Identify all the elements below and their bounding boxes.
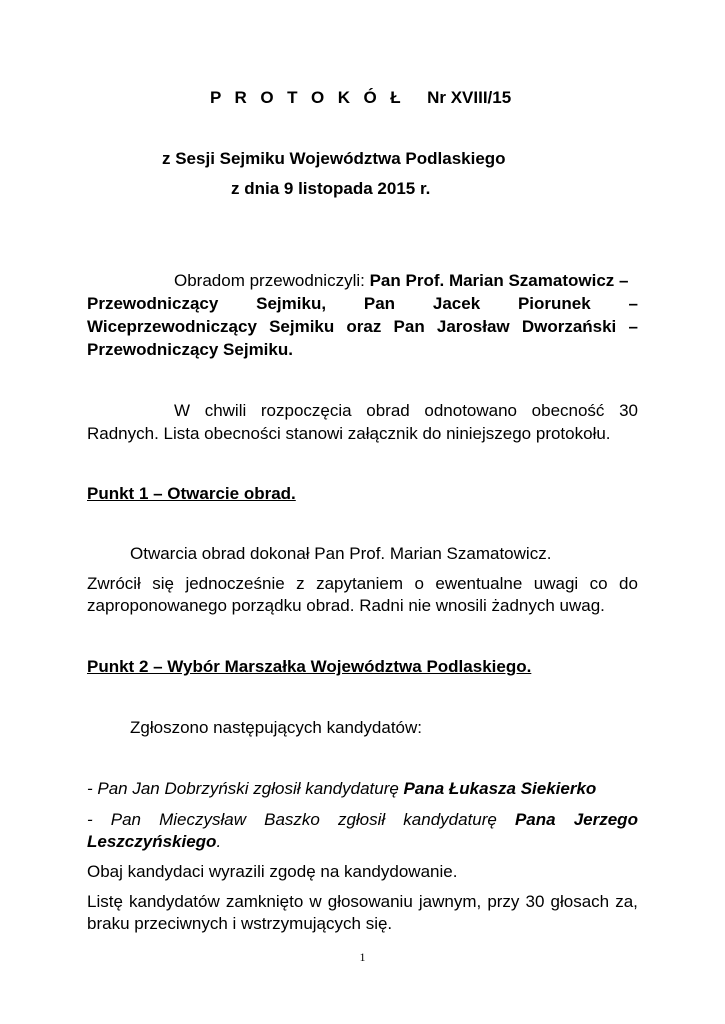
protocol-title: P R O T O K Ó Ł xyxy=(210,88,406,107)
word: jawnym, xyxy=(418,892,482,911)
word: 30 xyxy=(619,401,638,420)
word: Sejmiku, xyxy=(256,294,327,313)
point-1-paragraph-1: Otwarcia obrad dokonał Pan Prof. Marian Szamatowicz. xyxy=(130,544,552,563)
word: Listę xyxy=(87,892,123,911)
candidates-consent: Obaj kandydaci wyrazili zgodę na kandydowanie. xyxy=(87,862,458,881)
chair-lead: Obradom przewodniczyli: xyxy=(174,271,365,290)
word: przy xyxy=(487,892,520,911)
session-subtitle: z Sesji Sejmiku Województwa Podlaskiego xyxy=(162,149,506,168)
point-2-heading: Punkt 2 – Wybór Marszałka Województwa Podlaskiego. xyxy=(87,657,532,676)
word: kandydaturę xyxy=(403,810,497,829)
word: – xyxy=(628,294,638,313)
word: co xyxy=(589,574,608,593)
candidate-2-period: . xyxy=(216,832,222,851)
candidate-1-text: - Pan Jan Dobrzyński zgłosił kandydaturę xyxy=(87,779,404,798)
attendance-line-1 xyxy=(174,400,638,422)
word: - xyxy=(87,810,93,829)
chair-line-3 xyxy=(87,316,638,338)
vote-line-1 xyxy=(87,891,638,913)
word: Piorunek xyxy=(517,294,591,313)
word: zgłosił xyxy=(337,810,386,829)
chair-line-2 xyxy=(87,293,638,315)
word: za, xyxy=(615,892,638,911)
candidate-1-name: Pana Łukasza Siekierko xyxy=(403,779,597,798)
word: chwili xyxy=(204,401,247,420)
word: głosowaniu xyxy=(327,892,413,911)
word: rozpoczęcia xyxy=(260,401,352,420)
word: Jerzego xyxy=(573,810,638,829)
word: Pan xyxy=(110,810,142,829)
word: zapytaniem xyxy=(316,574,404,593)
word: ewentualne xyxy=(435,574,523,593)
word: Zwrócił xyxy=(87,574,141,593)
word: z xyxy=(296,574,305,593)
chair-name-1: Pan Prof. Marian Szamatowicz – xyxy=(369,271,629,290)
chair-line-4: Przewodniczący Sejmiku. xyxy=(87,340,293,359)
candidate-1 xyxy=(87,778,596,800)
candidates-intro: Zgłoszono następujących kandydatów: xyxy=(130,718,423,737)
page-number: 1 xyxy=(359,950,366,964)
vote-line-2: braku przeciwnych i wstrzymujących się. xyxy=(87,914,393,933)
word: Wiceprzewodniczący xyxy=(87,317,257,336)
protocol-title-line xyxy=(210,87,511,109)
word: głosach xyxy=(550,892,610,911)
word: uwagi xyxy=(533,574,579,593)
word: Sejmiku xyxy=(269,317,335,336)
word: Pan xyxy=(393,317,425,336)
word: jednocześnie xyxy=(185,574,285,593)
word: Baszko xyxy=(264,810,320,829)
word: Przewodniczący xyxy=(87,294,219,313)
word: obrad xyxy=(366,401,410,420)
word: obecność xyxy=(531,401,605,420)
word: oraz xyxy=(346,317,382,336)
word: kandydatów xyxy=(129,892,220,911)
word: Dworzański xyxy=(521,317,617,336)
candidate-2-line-2 xyxy=(87,831,221,853)
word: W xyxy=(174,401,191,420)
word: do xyxy=(619,574,638,593)
attendance-line-2: Radnych. Lista obecności stanowi załącznik do niniejszego protokołu. xyxy=(87,424,611,443)
chair-line-1 xyxy=(174,270,628,292)
word: Jacek xyxy=(432,294,481,313)
word: o xyxy=(414,574,424,593)
word: odnotowano xyxy=(424,401,518,420)
word: Jarosław xyxy=(436,317,510,336)
word: się xyxy=(152,574,175,593)
word: zamknięto xyxy=(225,892,304,911)
candidate-2-line-1 xyxy=(87,809,638,831)
candidate-2-name: Leszczyńskiego xyxy=(87,832,217,851)
session-date: z dnia 9 listopada 2015 r. xyxy=(231,179,431,198)
point-1-paragraph-2-line-1 xyxy=(87,573,638,595)
protocol-number: Nr XVIII/15 xyxy=(427,88,512,107)
word: 30 xyxy=(525,892,545,911)
word: Pana xyxy=(514,810,556,829)
word: – xyxy=(628,317,638,336)
point-1-heading: Punkt 1 – Otwarcie obrad. xyxy=(87,484,296,503)
word: Pan xyxy=(363,294,396,313)
point-1-paragraph-2-line-2: zaproponowanego porządku obrad. Radni nie wnosili żadnych uwag. xyxy=(87,596,605,615)
word: Mieczysław xyxy=(159,810,247,829)
word: w xyxy=(309,892,322,911)
